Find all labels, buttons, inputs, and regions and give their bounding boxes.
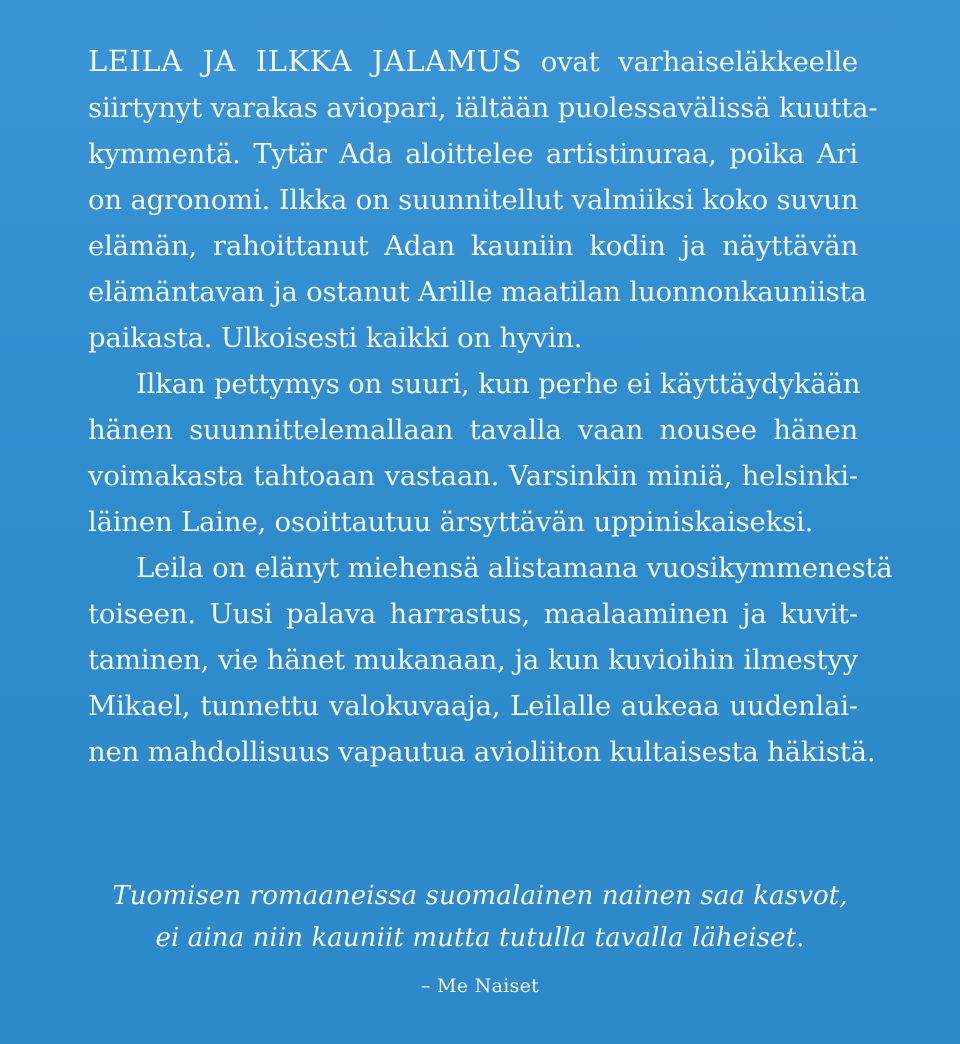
blurb-line: voimakasta tahtoaan vastaan. Varsinkin miniä, helsinki- <box>88 460 858 492</box>
blurb-line: siirtynyt varakas aviopari, iältään puolessavälissä kuutta- <box>88 92 878 124</box>
blurb-line: Ilkan pettymys on suuri, kun perhe ei käyttäydykään <box>136 368 861 400</box>
blurb-paragraph-1 <box>88 38 878 361</box>
blurb-line: elämän, rahoittanut Adan kauniin kodin ja näyttävän <box>88 230 858 262</box>
blurb-line: kymmentä. Tytär Ada aloittelee artistinuraa, poika Ari <box>88 138 858 170</box>
blurb-line: nen mahdollisuus vapautua avioliiton kultaisesta häkistä. <box>88 736 876 768</box>
review-quote-line: Tuomisen romaaneissa suomalainen nainen saa kasvot, <box>112 881 848 911</box>
review-quote-line: ei aina niin kauniit mutta tutulla tavalla läheiset. <box>155 923 805 953</box>
back-cover-blurb <box>88 38 893 775</box>
blurb-line: hänen suunnittelemallaan tavalla vaan nousee hänen <box>88 414 858 446</box>
blurb-line: Mikael, tunnettu valokuvaaja, Leilalle aukeaa uudenlai- <box>88 690 858 722</box>
blurb-line: elämäntavan ja ostanut Arille maatilan luonnonkauniista <box>88 276 867 308</box>
blurb-line: on agronomi. Ilkka on suunnitellut valmiiksi koko suvun <box>88 184 859 216</box>
blurb-line: taminen, vie hänet mukanaan, ja kun kuvioihin ilmestyy <box>88 644 858 676</box>
blurb-line: LEILA JA ILKKA JALAMUS ovat varhaiseläkkeelle <box>88 44 858 78</box>
review-quote-block <box>0 875 960 997</box>
blurb-line: läinen Laine, osoittautuu ärsyttävän uppiniskaiseksi. <box>88 506 814 538</box>
blurb-line: Leila on elänyt miehensä alistamana vuosikymmenestä <box>136 552 893 584</box>
blurb-paragraph-3 <box>88 545 893 775</box>
review-source: – Me Naiset <box>420 975 540 997</box>
blurb-paragraph-2 <box>88 361 861 545</box>
blurb-line: toiseen. Uusi palava harrastus, maalaaminen ja kuvit- <box>88 598 858 630</box>
character-names: LEILA JA ILKKA JALAMUS <box>88 44 523 78</box>
blurb-line: paikasta. Ulkoisesti kaikki on hyvin. <box>88 322 583 354</box>
review-quote <box>0 875 960 959</box>
